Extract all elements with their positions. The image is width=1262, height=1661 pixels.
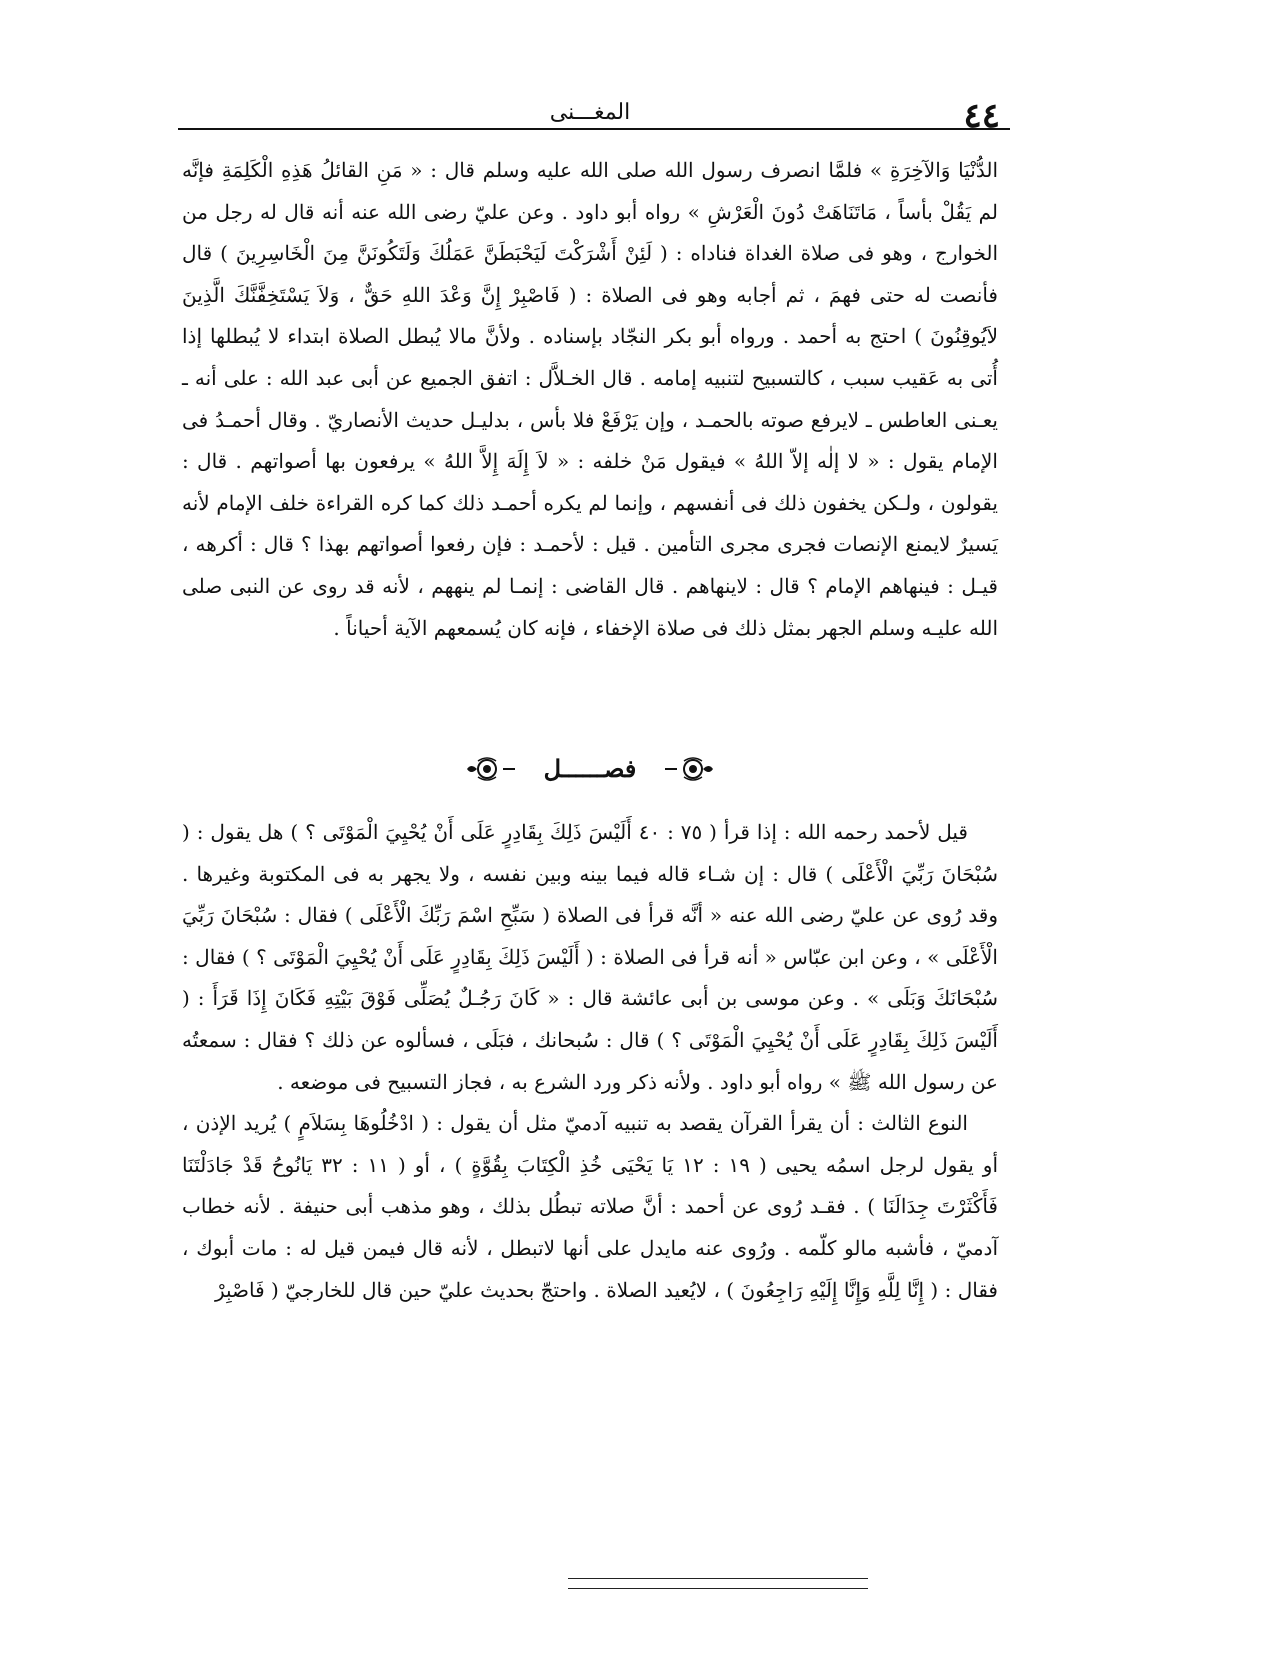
footnote-rule-upper [568, 1578, 868, 1579]
paragraph: قيل لأحمد رحمه الله : إذا قرأ ( ٧٥ : ٤٠ أَلَيْسَ ذَلِكَ بِقَادِرٍ عَلَى أَنْ يُحْيِيَ الْمَوْتَى ؟ ) هل يقول : ( سُبْحَانَ رَبِّيَ الْأَعْلَى ) قال : إن شـاء قاله فيما بينه وبين نفسه ، ولا يجهر به فى المكتوبة وغيرها . وقد رُوى عن عليّ رضى الله عنه « أنَّه قرأ فى الصلاة ( سَبِّحِ اسْمَ رَبِّكَ الْأَعْلَى ) فقال : سُبْحَانَ رَبِّيَ الْأَعْلَى » ، وعن ابن عبّاس « أنه قرأ فى الصلاة : ( أَلَيْسَ ذَلِكَ بِقَادِرٍ عَلَى أَنْ يُحْيِيَ الْمَوْتَى ؟ ) فقال : سُبْحَانَكَ وَبَلَى » . وعن موسى بن أبى عائشة قال : « كَانَ رَجُـلٌ يُصَلِّى فَوْقَ بَيْتِهِ فَكَانَ إِذَا قَرَأَ : ( أَلَيْسَ ذَلِكَ بِقَادِرٍ عَلَى أَنْ يُحْيِيَ الْمَوْتَى ؟ ) قال : سُبحانك ، فبَلَى ، فسألوه عن ذلك ؟ فقال : سمعتُه عن رسول الله ﷺ » رواه أبو داود . ولأنه ذكر ورد الشرع به ، فجاز التسبيح فى موضعه . [182, 820, 998, 1094]
body-text-bottom [182, 812, 998, 1311]
page-header [180, 96, 1000, 140]
section-heading-label: فصــــــل [543, 754, 637, 783]
body-text-top [182, 150, 998, 649]
page-number: ٤٤ [963, 96, 1000, 136]
header-rule [178, 128, 1010, 130]
ornament-right-icon [663, 757, 715, 781]
paragraph: الدُّنْيَا وَالآخِرَةِ » فلمَّا انصرف رسول الله صلى الله عليه وسلم قال : « مَنِ القائلُ هَذِهِ الْكَلِمَةِ فإنَّه لم يَقُلْ بأساً ، مَاتَنَاهَتْ دُونَ الْعَرْشِ » رواه أبو داود . وعن عليّ رضى الله عنه أنه قال له رجل من الخوارج ، وهو فى صلاة الغداة فناداه : ( لَئِنْ أَشْرَكْتَ لَيَحْبَطَنَّ عَمَلُكَ وَلَتَكُونَنَّ مِنَ الْخَاسِرِينَ ) قال فأنصت له حتى فهمَ ، ثم أجابه وهو فى الصلاة : ( فَاصْبِرْ إِنَّ وَعْدَ اللهِ حَقٌّ ، وَلاَ يَسْتَخِفَّنَّكَ الَّذِينَ لاَيُوقِنُونَ ) احتج به أحمد . ورواه أبو بكر النجّاد بإسناده . ولأنَّ مالا يُبطل الصلاة ابتداء لا يُبطلها إذا أُتى به عَقيب سبب ، كالتسبيح لتنبيه إمامه . قال الخـلاَّل : اتفق الجميع عن أبى عبد الله : على أنه ـ يعـنى العاطس ـ لايرفع صوته بالحمـد ، وإن يَرْفَعْ فلا بأس ، بدليـل حديث الأنصاريّ . وقال أحمـدُ فى الإمام يقول : « لا إلٰه إلاّ اللهُ » فيقول مَنْ خلفه : « لاَ إِلَهَ إِلاَّ اللهُ » يرفعون بها أصواتهم . قال : يقولون ، ولـكن يخفون ذلك فى أنفسهم ، وإنما لم يكره أحمـد ذلك كما كره القراءة خلف الإمام لأنه يَسيرٌ لايمنع الإنصات فجرى مجرى التأمين . قيل : لأحمـد : فإن رفعوا أصواتهم بهذا ؟ قال : أكرهه ، قيـل : فينهاهم الإمام ؟ قال : لاينهاهم . قال القاضى : إنمـا لم ينههم ، لأنه قد روى عن النبى صلى الله عليـه وسلم الجهر بمثل ذلك فى صلاة الإخفاء ، فإنه كان يُسمعهم الآية أحياناً . [182, 158, 998, 640]
ornament-left-icon [465, 757, 517, 781]
running-title: المغـــنى [549, 100, 631, 125]
section-heading [182, 752, 998, 796]
footnote-rule-lower [568, 1588, 868, 1589]
paragraph: النوع الثالث : أن يقرأ القرآن يقصد به تنبيه آدميّ مثل أن يقول : ( ادْخُلُوهَا بِسَلاَمٍ ) يُريد الإذن ، أو يقول لرجل اسمُه يحيى ( ١٩ : ١٢ يَا يَحْيَى خُذِ الْكِتَابَ بِقُوَّةٍ ) ، أو ( ١١ : ٣٢ يَانُوحُ قَدْ جَادَلْتَنَا فَأَكْثَرْتَ جِدَالَنَا ) . فقـد رُوى عن أحمد : أنَّ صلاته تبطُل بذلك ، وهو مذهب أبى حنيفة . لأنه خطاب آدميّ ، فأشبه مالو كلّمه . ورُوى عنه مايدل على أنها لاتبطل ، لأنه قال فيمن قيل له : مات أبوك ، فقال : ( إِنَّا لِلَّهِ وَإِنَّا إِلَيْهِ رَاجِعُونَ ) ، لايُعيد الصلاة . واحتجّ بحديث عليّ حين قال للخارجيّ ( فَاصْبِرْ [182, 1111, 998, 1302]
